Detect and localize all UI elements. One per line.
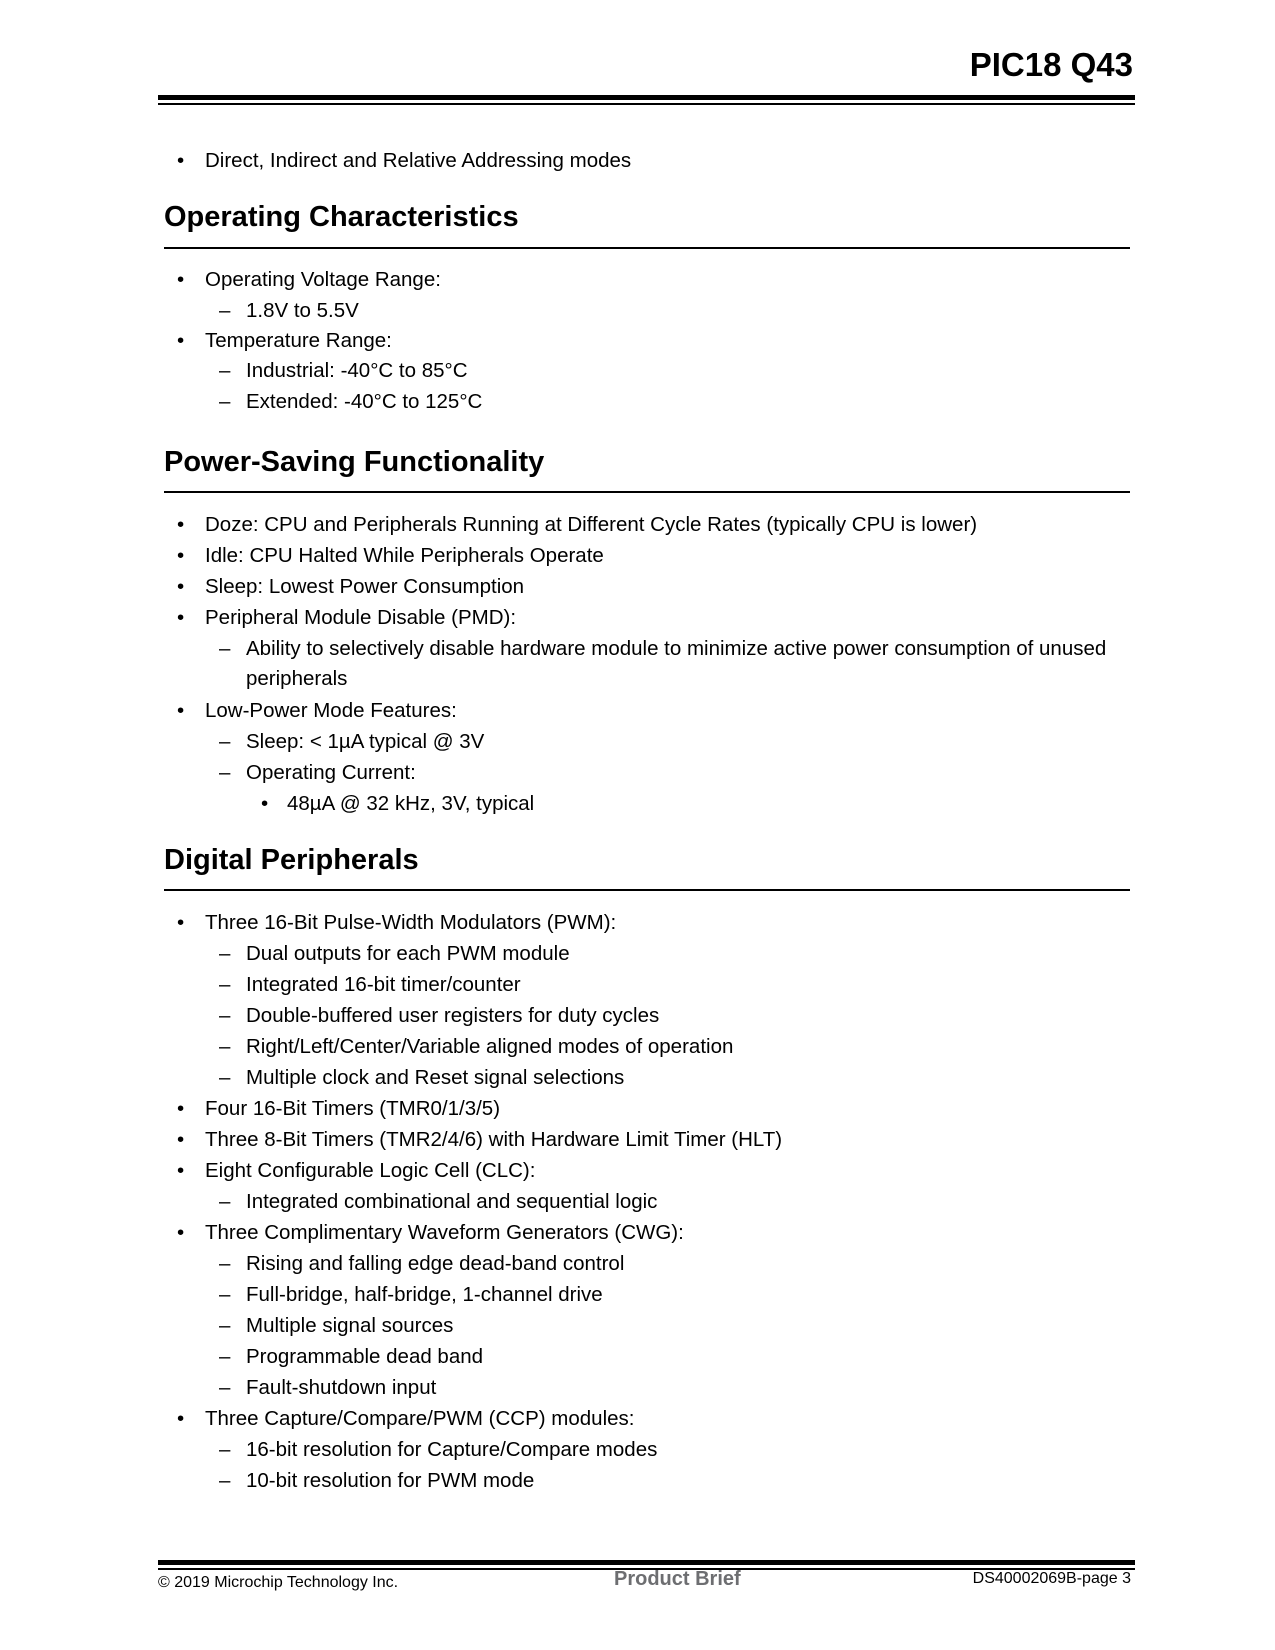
footer-doc-type: Product Brief bbox=[614, 1568, 741, 1590]
bullet-marker: • bbox=[177, 149, 185, 172]
header-rule-thick bbox=[158, 95, 1135, 100]
header-rule-thin bbox=[158, 103, 1135, 105]
section-rule bbox=[164, 247, 1130, 249]
section-rule bbox=[164, 889, 1130, 891]
footer-rule-thick bbox=[158, 1560, 1135, 1565]
section-rule bbox=[164, 491, 1130, 493]
footer-copyright: © 2019 Microchip Technology Inc. bbox=[158, 1574, 399, 1591]
section-title-power-saving: Power-Saving Functionality bbox=[164, 446, 545, 478]
footer-page-ref: DS40002069B-page 3 bbox=[972, 1570, 1131, 1587]
page-header-title: PIC18 Q43 bbox=[969, 46, 1133, 83]
section-title-operating-characteristics: Operating Characteristics bbox=[164, 201, 519, 233]
section-title-digital-peripherals: Digital Peripherals bbox=[164, 844, 419, 876]
